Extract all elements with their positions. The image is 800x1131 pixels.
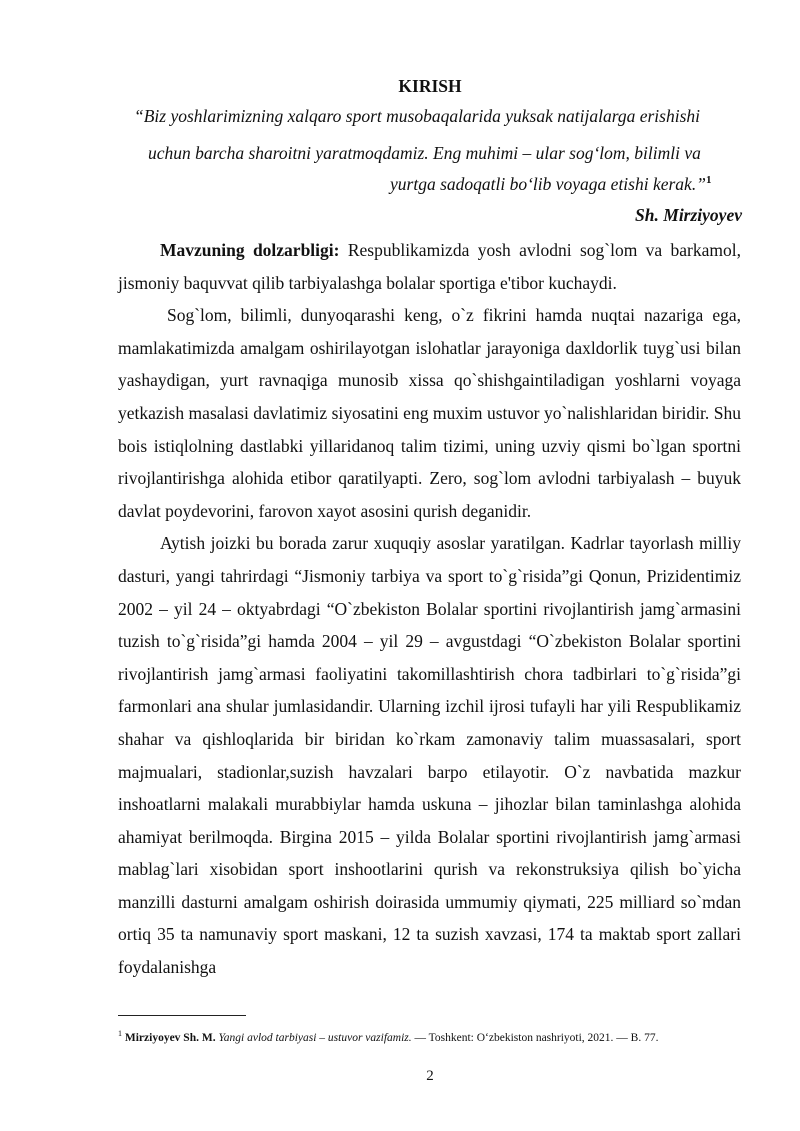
epigraph-line: uchun barcha sharoitni yaratmoqdamiz. Eng muhimi – ular sog‘lom, bilimli va	[148, 143, 701, 163]
epigraph-line-text: yurtga sadoqatli bo‘lib voyaga etishi kerak.”	[390, 174, 706, 194]
footnote-author: Mirziyoyev Sh. M.	[124, 1031, 216, 1044]
footnote-reference[interactable]: 1	[705, 174, 712, 187]
footnote	[118, 1026, 733, 1046]
page-title: KIRISH	[398, 76, 462, 96]
footnote-publication: — Toshkent: O‘zbekiston nashriyoti, 2021. — B. 77.	[411, 1031, 659, 1044]
epigraph-line: “Biz yoshlarimizning xalqaro sport musobaqalarida yuksak natijalarga erishishi	[134, 106, 701, 126]
body-text	[118, 234, 741, 984]
paragraph: Aytish joizki bu borada zarur xuquqiy asoslar yaratilgan. Kadrlar tayorlash milliy dasturi, yangi tahrirdagi “Jismoniy tarbiya va sport to`g`risida”gi Qonun, Prizidentimiz 2002 – yil 24 – oktyabrdagi “O`zbekiston Bolalar sportini rivojlantirish jamg`armasini tuzish to`g`risida”gi hamda 2004 – yil 29 – avgustdagi “O`zbekiston Bolalar sportini rivojlantirish jamg`armasi faoliyatini takomillashtirish chora tadbirlari to`g`risida”gi farmonlari ana shular jumlasidandir. Ularning izchil ijrosi tufayli har yili Respublikamiz shahar va qishloqlarida bir biridan ko`rkam zamonaviy talim muassasalari, sport majmualari, stadionlar,suzish havzalari barpo etilayotir. O`z navbatida mazkur inshoatlarni malakali murabbiylar hamda uskuna – jihozlar bilan taminlashga alohida ahamiyat berilmoqda. Birgina 2015 – yilda Bolalar sportini rivojlantirish jamg`armasi mablag`lari xisobidan sport inshootlarini qurish va rekonstruksiya qilish bo`yicha manzilli dasturni amalgam oshirish doirasida ummumiy qiymati, 225 milliard so`mdan ortiq 35 ta namunaviy sport maskani, 12 ta suzish xavzasi, 174 ta maktab sport zallari foydalanishga	[118, 533, 741, 978]
footnote-marker: 1	[118, 1029, 122, 1038]
footnote-title: Yangi avlod tarbiyasi – ustuvor vazifamiz.	[218, 1031, 412, 1044]
paragraph-lead: Mavzuning dolzarbligi:	[160, 240, 340, 260]
epigraph-line-last	[390, 174, 711, 195]
paragraph-text: Respublikamizda yosh avlodni sog`lom va barkamol, jismoniy baquvvat qilib tarbiyalashga bolalar sportiga e'tibor kuchaydi.	[118, 240, 741, 293]
page-number: 2	[426, 1068, 434, 1084]
epigraph-author: Sh. Mirziyoyev	[635, 205, 742, 225]
paragraph	[118, 234, 741, 299]
paragraph: Sog`lom, bilimli, dunyoqarashi keng, o`z fikrini hamda nuqtai nazariga ega, mamlakatimizda amalgam oshirilayotgan islohatlar jarayoniga daxldorlik tuyg`usi bilan yashaydigan, yurt ravnaqiga munosib xissa qo`shishgaintiladigan yoshlarni voyaga yetkazish masalasi davlatimiz siyosatini eng muxim ustuvor yo`nalishlaridan biridir. Shu bois istiqlolning dastlabki yillaridanoq talim tizimi, uning uzviy qismi bo`lgan sportni rivojlantirishga alohida etibor qaratilyapti. Zero, sog`lom avlodni tarbiyalash – buyuk davlat poydevorini, farovon xayot asosini qurish deganidir.	[118, 305, 741, 521]
footnote-divider	[118, 1015, 246, 1016]
